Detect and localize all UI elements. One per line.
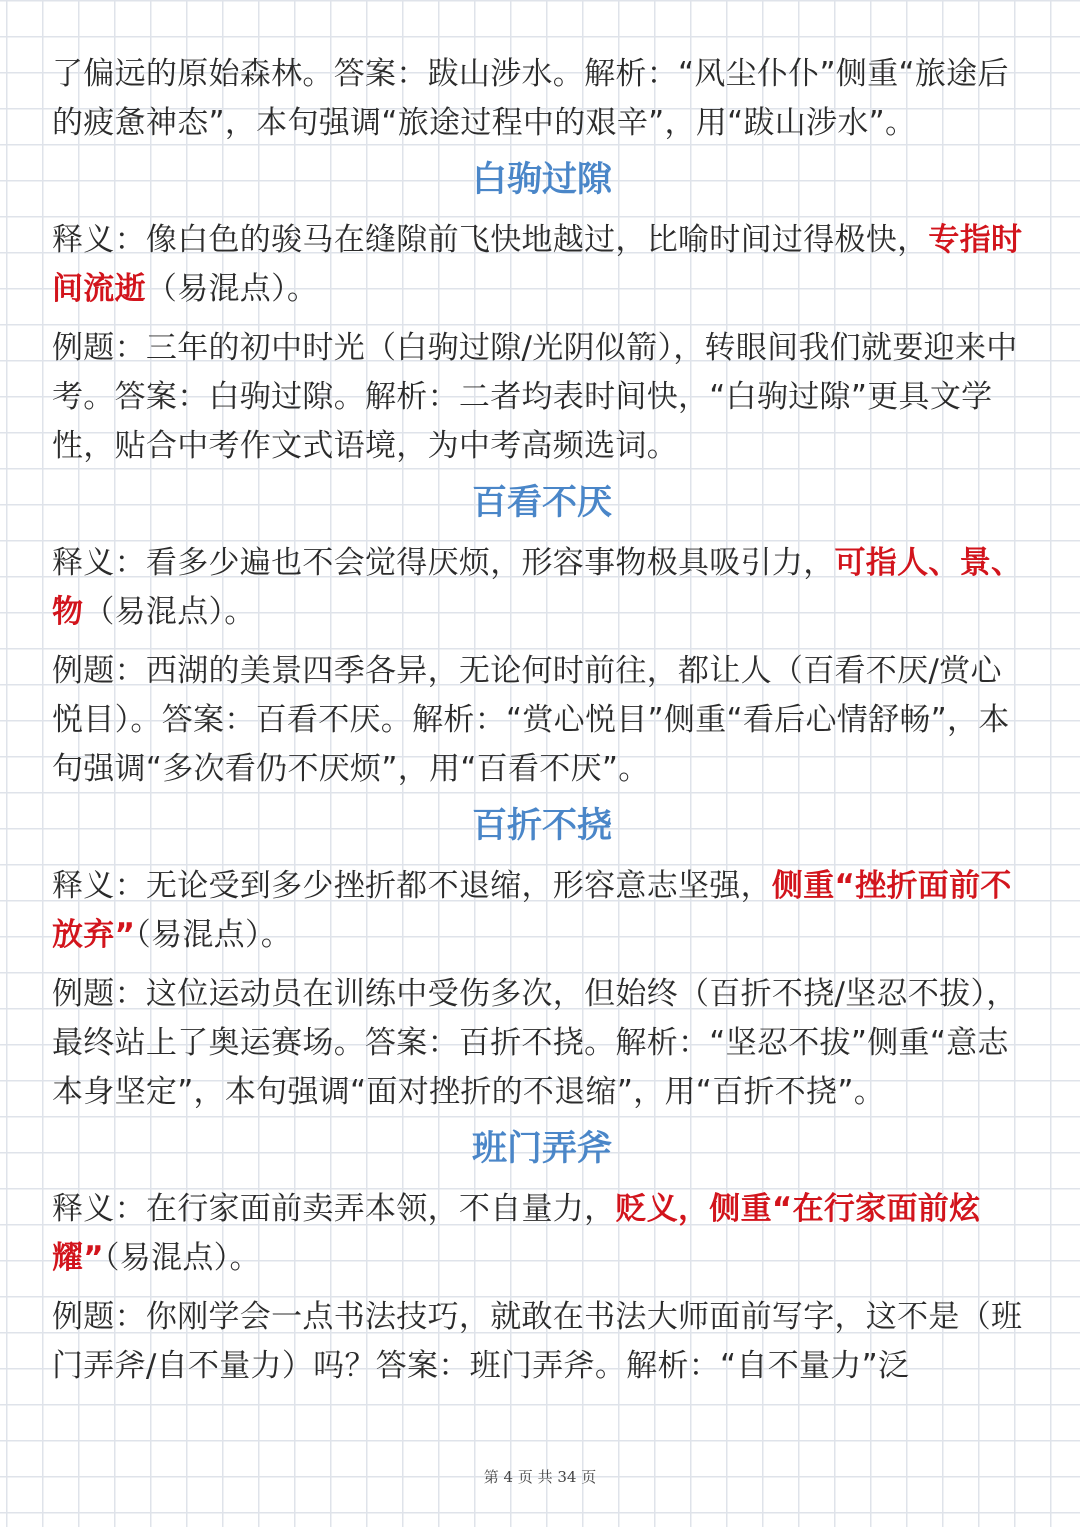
example-paragraph: 例题：三年的初中时光（白驹过隙/光阴似箭），转眼间我们就要迎来中考。答案：白驹过隙。解析：二者均表时间快，“白驹过隙”更具文学性，贴合中考作文式语境，为中考高频选词。 <box>52 330 1018 464</box>
entry-baiju-guoxi <box>52 158 1032 471</box>
definition-note: （易混点）。 <box>83 594 256 630</box>
entry-title: 白驹过隙 <box>471 160 612 200</box>
definition-emphasis: 专指时间流逝 <box>52 222 1023 307</box>
entry-title: 班门弄斧 <box>471 1129 612 1169</box>
example-paragraph: 例题：西湖的美景四季各异，无论何时前往，都让人（百看不厌/赏心悦目）。答案：百看不厌。解析：“赏心悦目”侧重“看后心情舒畅”，本句强调“多次看仍不厌烦”，用“百看不厌”。 <box>52 653 1010 787</box>
entry-title: 百折不挠 <box>471 806 612 846</box>
definition-text: 释义：看多少遍也不会觉得厌烦，形容事物极具吸引力， <box>52 545 835 581</box>
entry-title: 百看不厌 <box>471 483 612 523</box>
definition-emphasis: 贬义，侧重“在行家面前炫耀” <box>52 1191 981 1276</box>
definition-emphasis: 可指人、景、物 <box>52 545 1023 630</box>
example-paragraph: 例题：这位运动员在训练中受伤多次，但始终（百折不挠/坚忍不拔），最终站上了奥运赛场。答案：百折不挠。解析：“坚忍不拔”侧重“意志本身坚定”，本句强调“面对挫折的不退缩”，用“百折不挠”。 <box>52 976 1018 1110</box>
entry-banmen-nongfu <box>52 1127 1032 1391</box>
definition-note: （易混点）。 <box>103 1240 261 1276</box>
definition-text: 释义：在行家面前卖弄本领，不自量力， <box>52 1191 616 1227</box>
definition-emphasis: 侧重“挫折面前不放弃” <box>52 868 1012 953</box>
definition-paragraph <box>52 216 1032 314</box>
document-page <box>52 50 1032 1401</box>
definition-text: 释义：像白色的骏马在缝隙前飞快地越过，比喻时间过得极快， <box>52 222 929 258</box>
definition-note: （易混点）。 <box>135 917 293 953</box>
definition-note: （易混点）。 <box>145 271 319 307</box>
definition-paragraph <box>52 539 1032 637</box>
definition-paragraph <box>52 862 1032 960</box>
definition-text: 释义：无论受到多少挫折都不退缩，形容意志坚强， <box>52 868 772 904</box>
intro-paragraph: 了偏远的原始森林。答案：跋山涉水。解析：“风尘仆仆”侧重“旅途后的疲惫神态”，本句强调“旅途过程中的艰辛”，用“跋山涉水”。 <box>52 56 1009 141</box>
entry-baizhe-bunao <box>52 804 1032 1117</box>
definition-paragraph <box>52 1185 1032 1283</box>
entry-baikan-buyan <box>52 481 1032 794</box>
page-number-footer: 第 4 页 共 34 页 <box>483 1468 597 1486</box>
example-paragraph: 例题：你刚学会一点书法技巧，就敢在书法大师面前写字，这不是（班门弄斧/自不量力）吗？答案：班门弄斧。解析：“自不量力”泛 <box>52 1299 1023 1384</box>
